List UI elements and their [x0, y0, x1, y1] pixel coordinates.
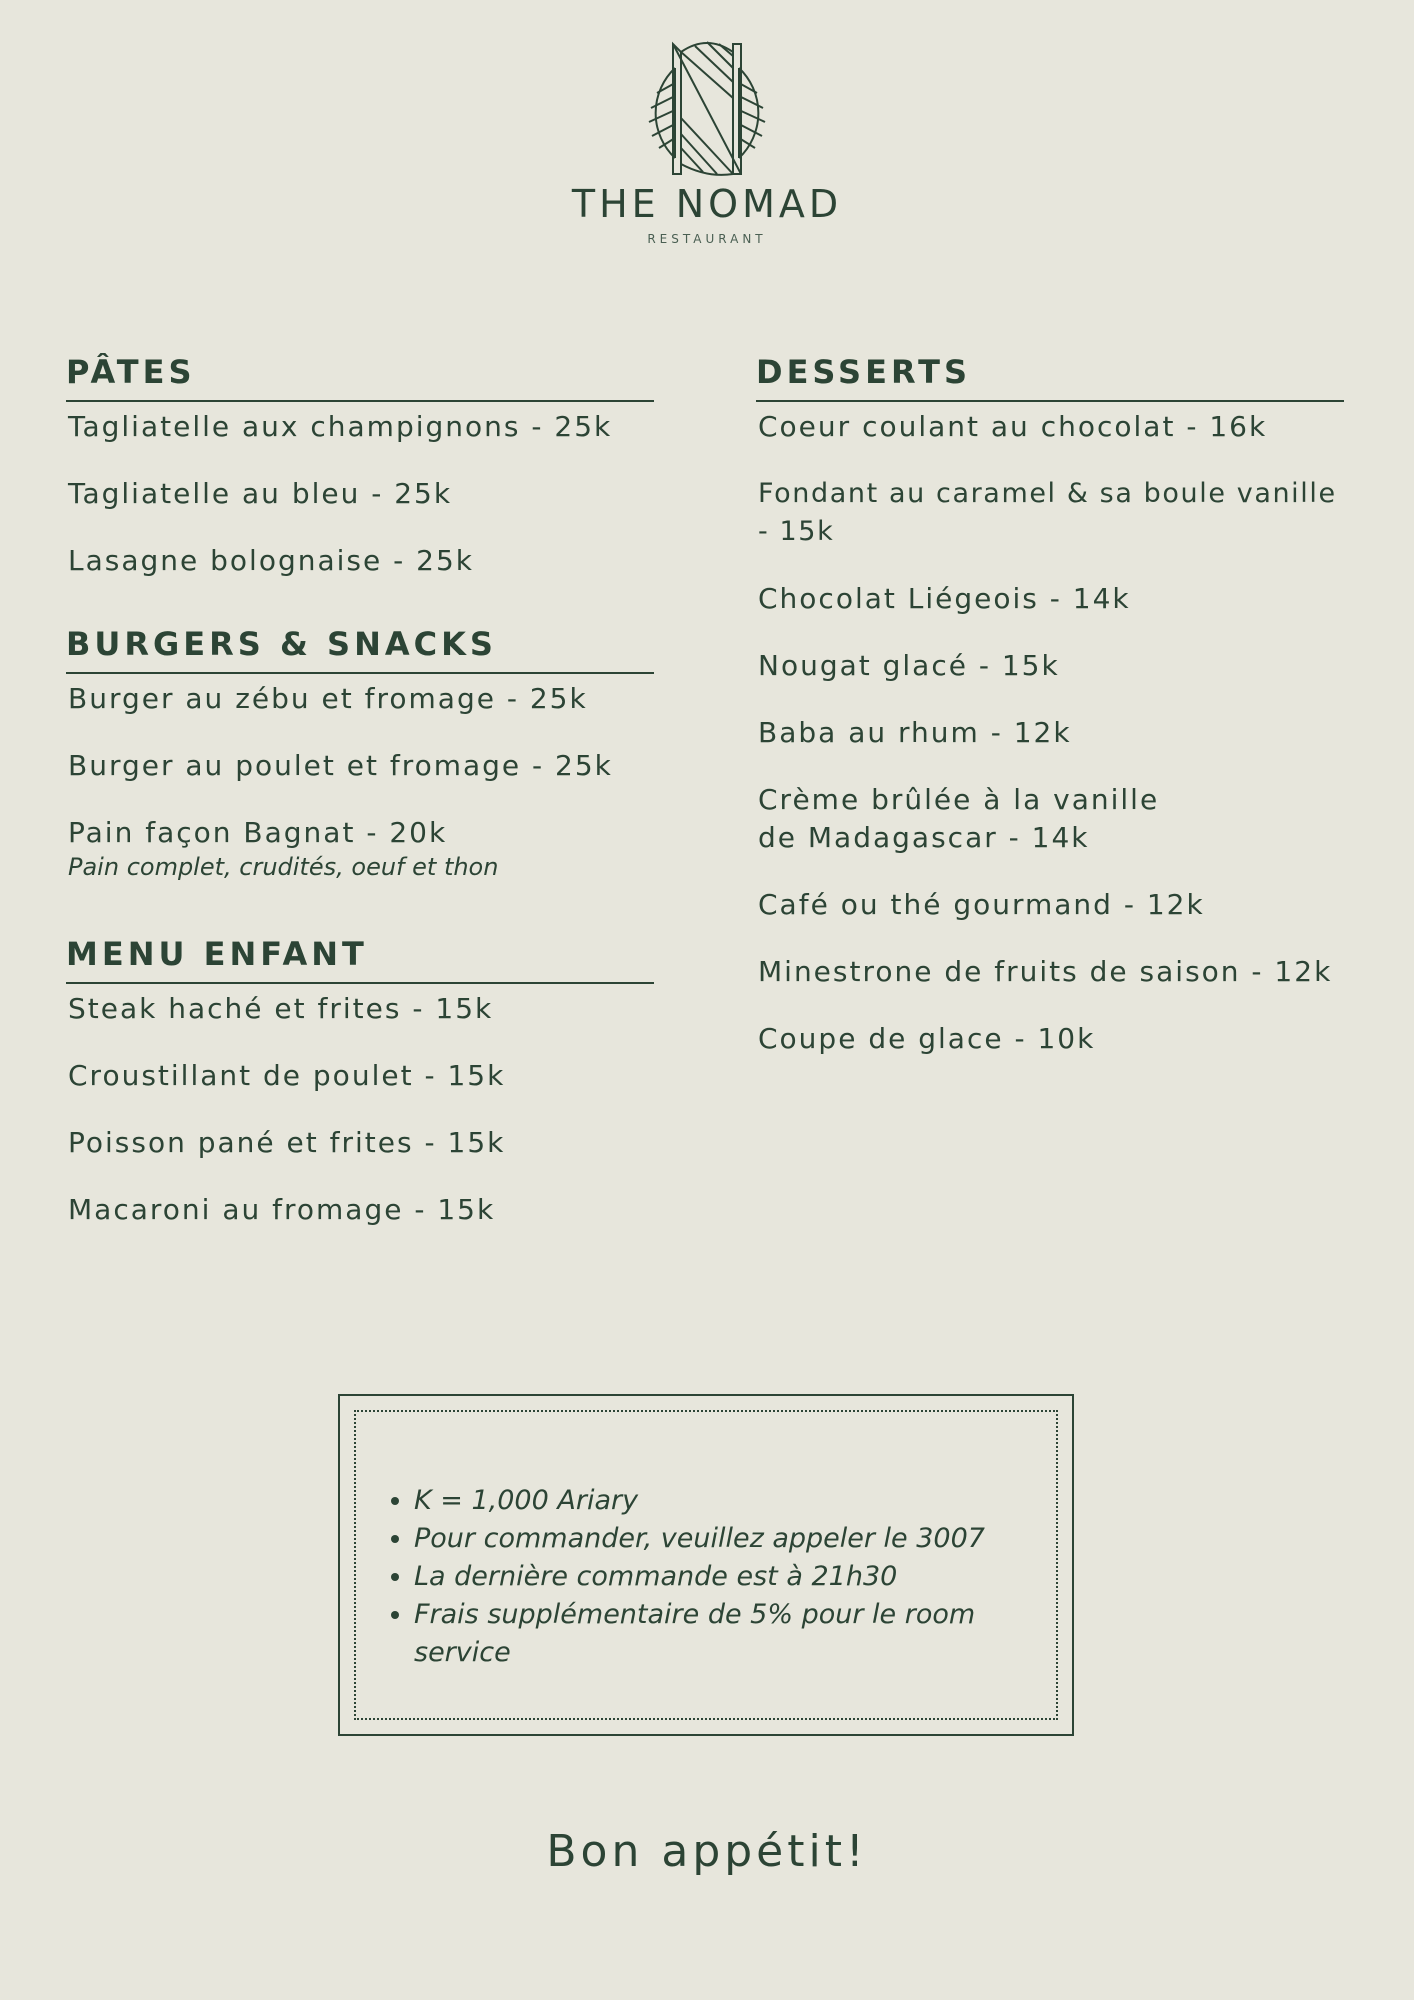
- restaurant-subtitle: RESTAURANT: [647, 232, 767, 246]
- menu-item: Tagliatelle au bleu - 25k: [68, 477, 453, 510]
- info-item: • Frais supplémentaire de 5% pour le room service: [414, 1596, 1072, 1672]
- menu-item: Coeur coulant au chocolat - 16k: [758, 410, 1268, 443]
- section-title-burgers: BURGERS & SNACKS: [66, 625, 497, 663]
- section-divider: [66, 982, 654, 984]
- restaurant-name: THE NOMAD: [571, 182, 843, 226]
- menu-item: Pain façon Bagnat - 20k: [68, 816, 448, 849]
- menu-item: Burger au poulet et fromage - 25k: [68, 749, 613, 782]
- menu-item: Tagliatelle aux champignons - 25k: [68, 410, 613, 443]
- leaf-n-logo-icon: [637, 38, 777, 178]
- menu-list-pates: [66, 408, 656, 580]
- section-divider: [66, 672, 654, 674]
- section-pates: [66, 350, 656, 580]
- menu-item: Macaroni au fromage - 15k: [68, 1193, 496, 1226]
- menu-item: Steak haché et frites - 15k: [68, 992, 494, 1025]
- info-box: [338, 1394, 1074, 1736]
- menu-item: Coupe de glace - 10k: [758, 1022, 1096, 1055]
- menu-list-desserts: [756, 408, 1356, 1058]
- menu-item: Croustillant de poulet - 15k: [68, 1059, 506, 1092]
- closing-message: Bon appétit!: [546, 1826, 868, 1877]
- section-burgers: [66, 622, 656, 882]
- menu-item: Minestrone de fruits de saison - 12k: [758, 955, 1333, 988]
- left-column: [66, 350, 656, 1229]
- menu-item: Baba au rhum - 12k: [758, 716, 1072, 749]
- info-list: [380, 1482, 1072, 1672]
- menu-item: Poisson pané et frites - 15k: [68, 1126, 506, 1159]
- menu-list-enfant: [66, 990, 656, 1229]
- menu-item: Chocolat Liégeois - 14k: [758, 582, 1131, 615]
- restaurant-logo: [0, 38, 1414, 246]
- section-menu-enfant: [66, 932, 656, 1229]
- section-divider: [66, 400, 654, 402]
- section-desserts: [756, 350, 1356, 1058]
- menu-item: Burger au zébu et fromage - 25k: [68, 682, 588, 715]
- section-divider: [756, 400, 1344, 402]
- menu-item: Crème brûlée à la vanille de Madagascar - 14k: [758, 783, 1160, 854]
- section-title-pates: PÂTES: [66, 353, 196, 391]
- section-title-desserts: DESSERTS: [756, 353, 972, 391]
- menu-item: Fondant au caramel & sa boule vanille - 15k: [758, 478, 1337, 547]
- info-item: • Pour commander, veuillez appeler le 3007: [414, 1520, 1072, 1558]
- info-item: • La dernière commande est à 21h30: [414, 1558, 1072, 1596]
- menu-item: Nougat glacé - 15k: [758, 649, 1060, 682]
- info-item: • K = 1,000 Ariary: [414, 1482, 1072, 1520]
- menu-item: Lasagne bolognaise - 25k: [68, 544, 474, 577]
- menu-item-description: Pain complet, crudités, oeuf et thon: [68, 853, 499, 881]
- section-title-enfant: MENU ENFANT: [66, 935, 368, 973]
- menu-list-burgers: [66, 680, 656, 852]
- menu-item: Café ou thé gourmand - 12k: [758, 888, 1205, 921]
- right-column: [756, 350, 1356, 1058]
